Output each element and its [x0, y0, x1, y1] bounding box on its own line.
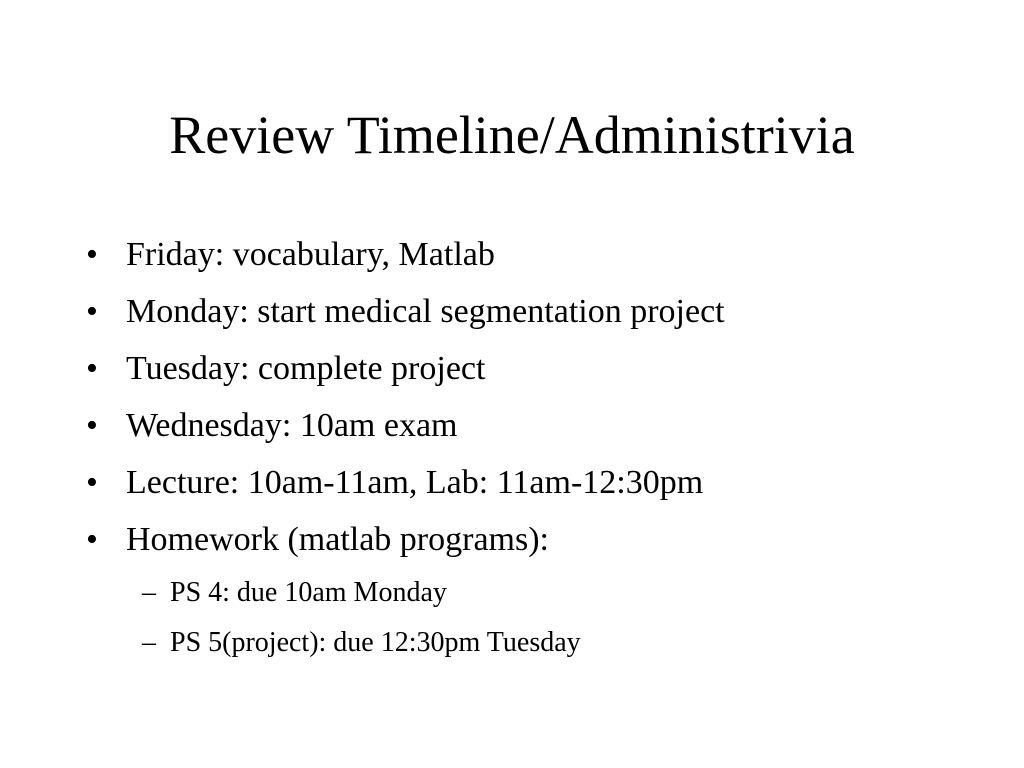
bullet-marker: •	[86, 464, 98, 501]
sub-bullet-item	[0, 568, 1024, 618]
bullet-text: Homework (matlab programs):	[126, 521, 549, 558]
bullet-marker: •	[86, 350, 98, 387]
bullet-item	[0, 511, 1024, 568]
bullet-marker: •	[86, 236, 98, 273]
bullet-list	[0, 226, 1024, 668]
sub-bullet-text: PS 4: due 10am Monday	[170, 577, 447, 608]
sub-bullet-marker: –	[142, 577, 156, 608]
sub-bullet-text: PS 5(project): due 12:30pm Tuesday	[170, 627, 581, 658]
bullet-item	[0, 226, 1024, 283]
bullet-item	[0, 397, 1024, 454]
bullet-text: Tuesday: complete project	[126, 350, 486, 387]
sub-bullet-marker: –	[142, 627, 156, 658]
bullet-text: Friday: vocabulary, Matlab	[126, 236, 495, 273]
slide-title: Review Timeline/Administrivia	[169, 105, 855, 165]
bullet-item	[0, 454, 1024, 511]
bullet-item	[0, 283, 1024, 340]
bullet-marker: •	[86, 293, 98, 330]
bullet-marker: •	[86, 407, 98, 444]
bullet-marker: •	[86, 521, 98, 558]
bullet-text: Monday: start medical segmentation project	[126, 293, 725, 330]
bullet-text: Wednesday: 10am exam	[126, 407, 458, 444]
sub-bullet-item	[0, 618, 1024, 668]
bullet-item	[0, 340, 1024, 397]
bullet-text: Lecture: 10am-11am, Lab: 11am-12:30pm	[126, 464, 704, 501]
